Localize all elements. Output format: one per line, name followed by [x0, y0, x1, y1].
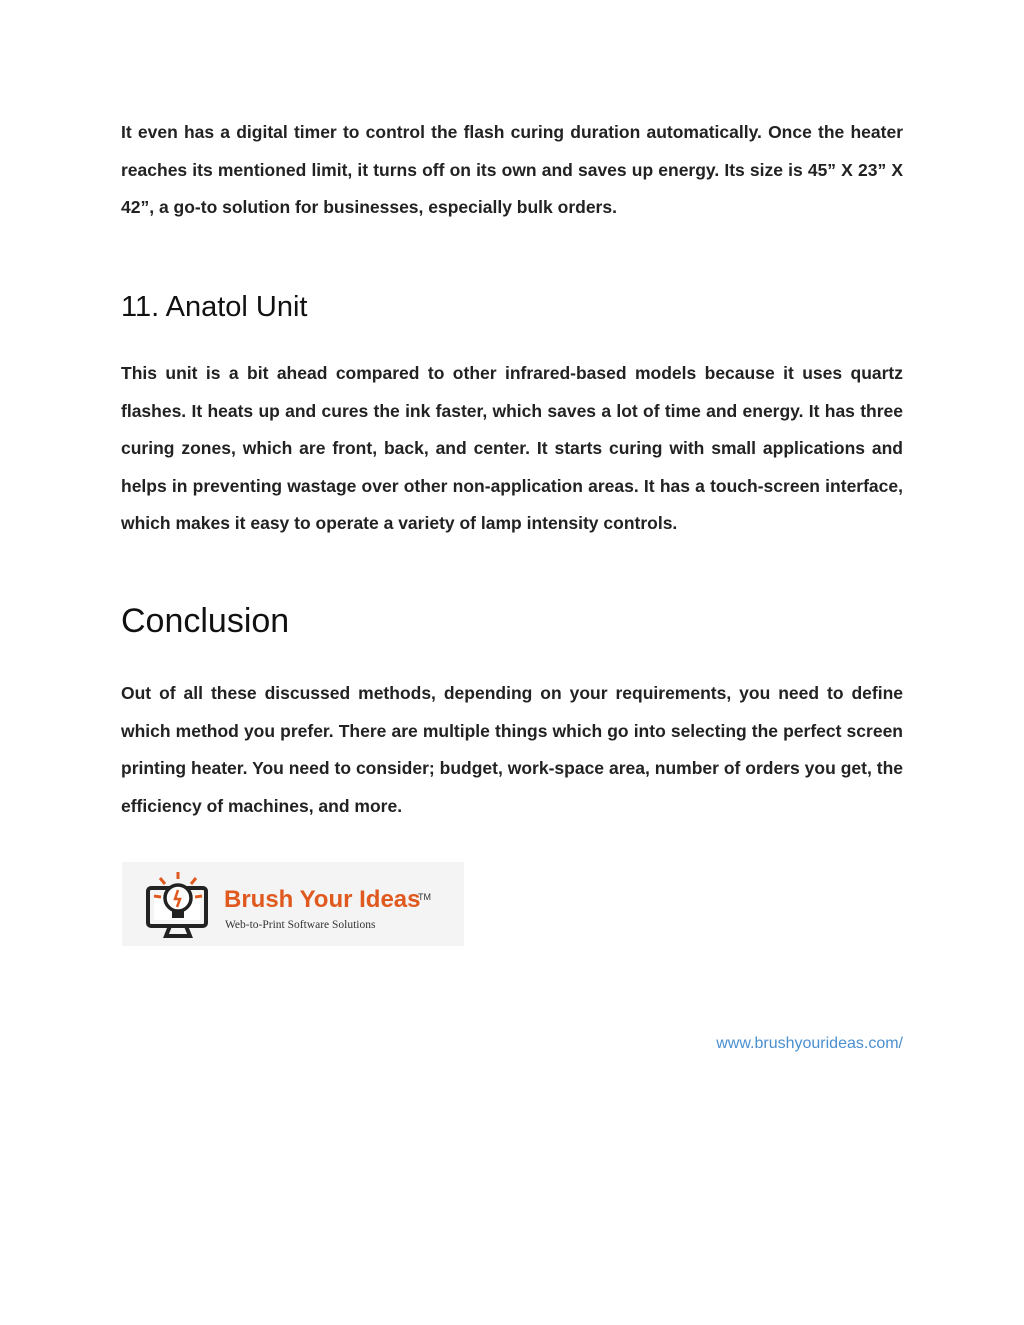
- intro-paragraph: It even has a digital timer to control the flash curing duration automatically. Once the heater reaches its mentioned limit, it turns off on its own and saves up energy. Its size is 45” X 23” X 42”, a go-to solution for businesses, especially bulk orders.: [121, 122, 903, 218]
- logo-tagline: Web-to-Print Software Solutions: [225, 919, 376, 931]
- brush-your-ideas-logo: [122, 862, 464, 946]
- conclusion-heading: Conclusion: [121, 602, 290, 640]
- anatol-unit-heading: 11. Anatol Unit: [121, 291, 308, 323]
- conclusion-paragraph: Out of all these discussed methods, depending on your requirements, you need to define which method you prefer. There are multiple things which go into selecting the perfect screen printing heater. You need to consider; budget, work-space area, number of orders you get, the efficiency of machines, and more.: [121, 683, 903, 816]
- website-link[interactable]: www.brushyourideas.com/: [716, 1035, 903, 1052]
- logo-brand-name: Brush Your Ideas: [224, 886, 421, 913]
- lightbulb-monitor-icon: [142, 868, 214, 940]
- anatol-unit-paragraph: This unit is a bit ahead compared to other infrared-based models because it uses quartz flashes. It heats up and cures the ink faster, which saves a lot of time and energy. It has three curing zones, which are front, back, and center. It starts curing with small applications and helps in preventing wastage over other non-application areas. It has a touch-screen interface, which makes it easy to operate a variety of lamp intensity controls.: [121, 363, 903, 534]
- logo-trademark: TM: [418, 892, 431, 902]
